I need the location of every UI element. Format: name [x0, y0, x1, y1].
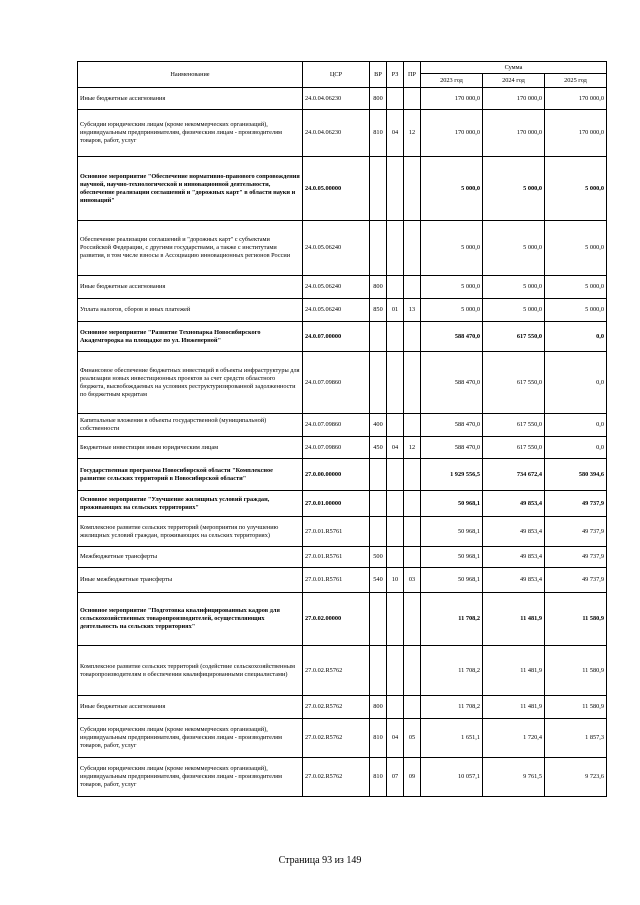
row-pr: 12 [404, 110, 421, 157]
header-sum: Сумма [421, 62, 607, 74]
row-amount-2025: 5 000,0 [545, 221, 607, 276]
row-amount-2024: 5 000,0 [483, 221, 545, 276]
row-name: Основное мероприятие "Развитие Технопарка Новосибирского Академгородка на площадке по ул. Инженерной" [78, 322, 303, 352]
row-amount-2025: 0,0 [545, 322, 607, 352]
row-csr: 27.0.02.R5762 [303, 719, 370, 758]
row-amount-2025: 11 580,9 [545, 593, 607, 646]
row-vr [370, 157, 387, 221]
row-amount-2023: 588 470,0 [421, 322, 483, 352]
row-amount-2023: 11 708,2 [421, 593, 483, 646]
row-amount-2024: 617 550,0 [483, 414, 545, 437]
table-row [78, 696, 607, 719]
row-vr: 800 [370, 276, 387, 299]
header-csr: ЦСР [303, 62, 370, 88]
header-name: Наименование [78, 62, 303, 88]
row-amount-2025: 49 737,9 [545, 547, 607, 568]
row-csr: 27.0.01.00000 [303, 491, 370, 517]
row-rz [387, 352, 404, 414]
row-amount-2024: 49 853,4 [483, 517, 545, 547]
row-rz [387, 696, 404, 719]
table-row [78, 157, 607, 221]
row-amount-2024: 617 550,0 [483, 322, 545, 352]
table-row [78, 491, 607, 517]
row-amount-2025: 49 737,9 [545, 491, 607, 517]
row-pr [404, 459, 421, 491]
row-rz [387, 646, 404, 696]
table-body [78, 88, 607, 797]
row-rz [387, 322, 404, 352]
row-amount-2024: 11 481,9 [483, 646, 545, 696]
row-rz [387, 414, 404, 437]
row-amount-2025: 0,0 [545, 352, 607, 414]
row-vr: 800 [370, 88, 387, 110]
row-csr: 24.0.05.00000 [303, 157, 370, 221]
row-amount-2024: 11 481,9 [483, 696, 545, 719]
row-amount-2023: 170 000,0 [421, 88, 483, 110]
row-csr: 24.0.07.09860 [303, 414, 370, 437]
row-amount-2023: 11 708,2 [421, 646, 483, 696]
row-amount-2025: 5 000,0 [545, 276, 607, 299]
table-row [78, 352, 607, 414]
row-amount-2024: 9 761,5 [483, 758, 545, 797]
row-amount-2023: 588 470,0 [421, 437, 483, 459]
row-pr [404, 88, 421, 110]
row-vr: 450 [370, 437, 387, 459]
row-amount-2023: 588 470,0 [421, 414, 483, 437]
row-vr: 810 [370, 758, 387, 797]
row-amount-2024: 5 000,0 [483, 299, 545, 322]
row-pr [404, 646, 421, 696]
row-amount-2024: 5 000,0 [483, 157, 545, 221]
row-csr: 27.0.01.R5761 [303, 517, 370, 547]
table-row [78, 646, 607, 696]
row-name: Основное мероприятие "Улучшение жилищных условий граждан, проживающих на сельских территориях" [78, 491, 303, 517]
row-csr: 27.0.01.R5761 [303, 568, 370, 593]
row-rz [387, 221, 404, 276]
row-pr [404, 491, 421, 517]
row-vr [370, 593, 387, 646]
header-vr: ВР [370, 62, 387, 88]
header-pr: ПР [404, 62, 421, 88]
row-name: Межбюджетные трансферты [78, 547, 303, 568]
row-amount-2025: 170 000,0 [545, 88, 607, 110]
row-name: Субсидии юридическим лицам (кроме некоммерческих организаций), индивидуальным предпринимателям, физическим лицам - производителям товаров, работ, услуг [78, 758, 303, 797]
row-name: Субсидии юридическим лицам (кроме некоммерческих организаций), индивидуальным предпринимателям, физическим лицам - производителям товаров, работ, услуг [78, 110, 303, 157]
row-amount-2024: 170 000,0 [483, 110, 545, 157]
table-row [78, 758, 607, 797]
row-csr: 24.0.05.06240 [303, 221, 370, 276]
row-amount-2023: 50 968,1 [421, 517, 483, 547]
header-row-top [78, 62, 607, 74]
row-rz [387, 276, 404, 299]
row-pr [404, 221, 421, 276]
row-amount-2024: 617 550,0 [483, 352, 545, 414]
row-amount-2023: 5 000,0 [421, 221, 483, 276]
table-row [78, 414, 607, 437]
row-pr [404, 414, 421, 437]
row-rz [387, 491, 404, 517]
row-name: Государственная программа Новосибирской области "Комплексное развитие сельских территорий в Новосибирской области" [78, 459, 303, 491]
row-rz [387, 459, 404, 491]
row-csr: 27.0.00.00000 [303, 459, 370, 491]
row-amount-2025: 0,0 [545, 437, 607, 459]
row-amount-2023: 588 470,0 [421, 352, 483, 414]
row-amount-2024: 49 853,4 [483, 491, 545, 517]
page-number: Страница 93 из 149 [278, 855, 362, 866]
table-row [78, 322, 607, 352]
row-vr [370, 322, 387, 352]
row-pr [404, 547, 421, 568]
row-amount-2025: 9 723,6 [545, 758, 607, 797]
row-rz: 10 [387, 568, 404, 593]
header-year-2023: 2023 год [421, 74, 483, 88]
row-rz: 04 [387, 110, 404, 157]
row-csr: 24.0.04.06230 [303, 88, 370, 110]
row-pr: 05 [404, 719, 421, 758]
row-amount-2025: 5 000,0 [545, 157, 607, 221]
row-amount-2025: 49 737,9 [545, 517, 607, 547]
row-amount-2025: 170 000,0 [545, 110, 607, 157]
row-amount-2023: 5 000,0 [421, 299, 483, 322]
row-amount-2023: 170 000,0 [421, 110, 483, 157]
row-amount-2024: 617 550,0 [483, 437, 545, 459]
row-amount-2025: 11 580,9 [545, 646, 607, 696]
row-vr: 540 [370, 568, 387, 593]
row-amount-2025: 11 580,9 [545, 696, 607, 719]
row-pr [404, 517, 421, 547]
row-vr [370, 459, 387, 491]
row-name: Капитальные вложения в объекты государственной (муниципальной) собственности [78, 414, 303, 437]
budget-table [77, 61, 607, 797]
row-amount-2023: 5 000,0 [421, 276, 483, 299]
row-amount-2024: 5 000,0 [483, 276, 545, 299]
table-row [78, 299, 607, 322]
row-amount-2023: 11 708,2 [421, 696, 483, 719]
row-name: Комплексное развитие сельских территорий (мероприятия по улучшению жилищных условий граждан, проживающих на сельских территориях) [78, 517, 303, 547]
row-csr: 27.0.02.R5762 [303, 646, 370, 696]
row-amount-2023: 5 000,0 [421, 157, 483, 221]
row-csr: 24.0.05.06240 [303, 299, 370, 322]
row-name: Основное мероприятие "Обеспечение нормативно-правового сопровождения научной, научно-технологической и инновационной деятельности, обеспечение реализации соглашений и "дорожных карт" в области науки и инноваций" [78, 157, 303, 221]
row-amount-2023: 1 929 556,5 [421, 459, 483, 491]
row-amount-2025: 5 000,0 [545, 299, 607, 322]
row-pr: 13 [404, 299, 421, 322]
row-rz: 07 [387, 758, 404, 797]
row-vr: 800 [370, 696, 387, 719]
row-amount-2023: 50 968,1 [421, 547, 483, 568]
row-rz: 01 [387, 299, 404, 322]
row-name: Иные бюджетные ассигнования [78, 88, 303, 110]
row-amount-2025: 580 394,6 [545, 459, 607, 491]
row-name: Комплексное развитие сельских территорий (содействие сельскохозяйственным товаропроизводителям в обеспечении квалифицированными специалистами) [78, 646, 303, 696]
row-name: Обеспечение реализации соглашений и "дорожных карт" с субъектами Российской Федерации, с другими государствами, а также с институтами развития, в том числе взносы в Ассоциацию инновационных регионов России [78, 221, 303, 276]
table-row [78, 459, 607, 491]
row-csr: 27.0.02.R5762 [303, 696, 370, 719]
row-csr: 27.0.01.R5761 [303, 547, 370, 568]
row-csr: 27.0.02.R5762 [303, 758, 370, 797]
row-amount-2023: 10 057,1 [421, 758, 483, 797]
row-amount-2023: 50 968,1 [421, 568, 483, 593]
row-csr: 27.0.02.00000 [303, 593, 370, 646]
row-rz [387, 88, 404, 110]
row-name: Бюджетные инвестиции иным юридическим лицам [78, 437, 303, 459]
row-vr: 400 [370, 414, 387, 437]
row-vr [370, 517, 387, 547]
row-amount-2024: 11 481,9 [483, 593, 545, 646]
row-pr [404, 593, 421, 646]
row-pr [404, 696, 421, 719]
row-vr [370, 352, 387, 414]
row-rz [387, 593, 404, 646]
row-pr [404, 276, 421, 299]
row-vr: 810 [370, 719, 387, 758]
row-name: Иные межбюджетные трансферты [78, 568, 303, 593]
row-csr: 24.0.07.09860 [303, 352, 370, 414]
row-name: Субсидии юридическим лицам (кроме некоммерческих организаций), индивидуальным предпринимателям, физическим лицам - производителям товаров, работ, услуг [78, 719, 303, 758]
row-amount-2024: 49 853,4 [483, 568, 545, 593]
row-amount-2024: 734 672,4 [483, 459, 545, 491]
row-amount-2024: 1 720,4 [483, 719, 545, 758]
row-amount-2023: 1 651,1 [421, 719, 483, 758]
table-row [78, 437, 607, 459]
row-pr: 12 [404, 437, 421, 459]
table-row [78, 517, 607, 547]
row-name: Иные бюджетные ассигнования [78, 276, 303, 299]
row-rz: 04 [387, 437, 404, 459]
row-rz: 04 [387, 719, 404, 758]
row-name: Основное мероприятие "Подготовка квалифицированных кадров для сельскохозяйственных товаропроизводителей, осуществляющих деятельность на сельских территориях" [78, 593, 303, 646]
table-row [78, 719, 607, 758]
row-amount-2024: 49 853,4 [483, 547, 545, 568]
row-rz [387, 517, 404, 547]
row-rz [387, 157, 404, 221]
row-amount-2025: 49 737,9 [545, 568, 607, 593]
row-vr [370, 491, 387, 517]
row-vr [370, 221, 387, 276]
header-year-2024: 2024 год [483, 74, 545, 88]
row-pr [404, 157, 421, 221]
table-row [78, 547, 607, 568]
table-row [78, 276, 607, 299]
row-amount-2023: 50 968,1 [421, 491, 483, 517]
table-row [78, 593, 607, 646]
row-csr: 24.0.04.06230 [303, 110, 370, 157]
table-row [78, 110, 607, 157]
row-rz [387, 547, 404, 568]
row-csr: 24.0.07.00000 [303, 322, 370, 352]
row-csr: 24.0.05.06240 [303, 276, 370, 299]
row-vr: 810 [370, 110, 387, 157]
row-pr: 03 [404, 568, 421, 593]
table-row [78, 568, 607, 593]
row-pr [404, 322, 421, 352]
row-csr: 24.0.07.09860 [303, 437, 370, 459]
row-name: Финансовое обеспечение бюджетных инвестиций в объекты инфраструктуры для реализации новых инвестиционных проектов за счет средств областного бюджета, высвобождаемых на условиях реструктуризированной задолженности по бюджетным кредитам [78, 352, 303, 414]
row-amount-2024: 170 000,0 [483, 88, 545, 110]
row-pr [404, 352, 421, 414]
table-row [78, 221, 607, 276]
row-name: Иные бюджетные ассигнования [78, 696, 303, 719]
row-amount-2025: 0,0 [545, 414, 607, 437]
header-rz: РЗ [387, 62, 404, 88]
row-vr [370, 646, 387, 696]
row-amount-2025: 1 857,3 [545, 719, 607, 758]
row-name: Уплата налогов, сборов и иных платежей [78, 299, 303, 322]
row-pr: 09 [404, 758, 421, 797]
row-vr: 850 [370, 299, 387, 322]
table-row [78, 88, 607, 110]
header-year-2025: 2025 год [545, 74, 607, 88]
row-vr: 500 [370, 547, 387, 568]
